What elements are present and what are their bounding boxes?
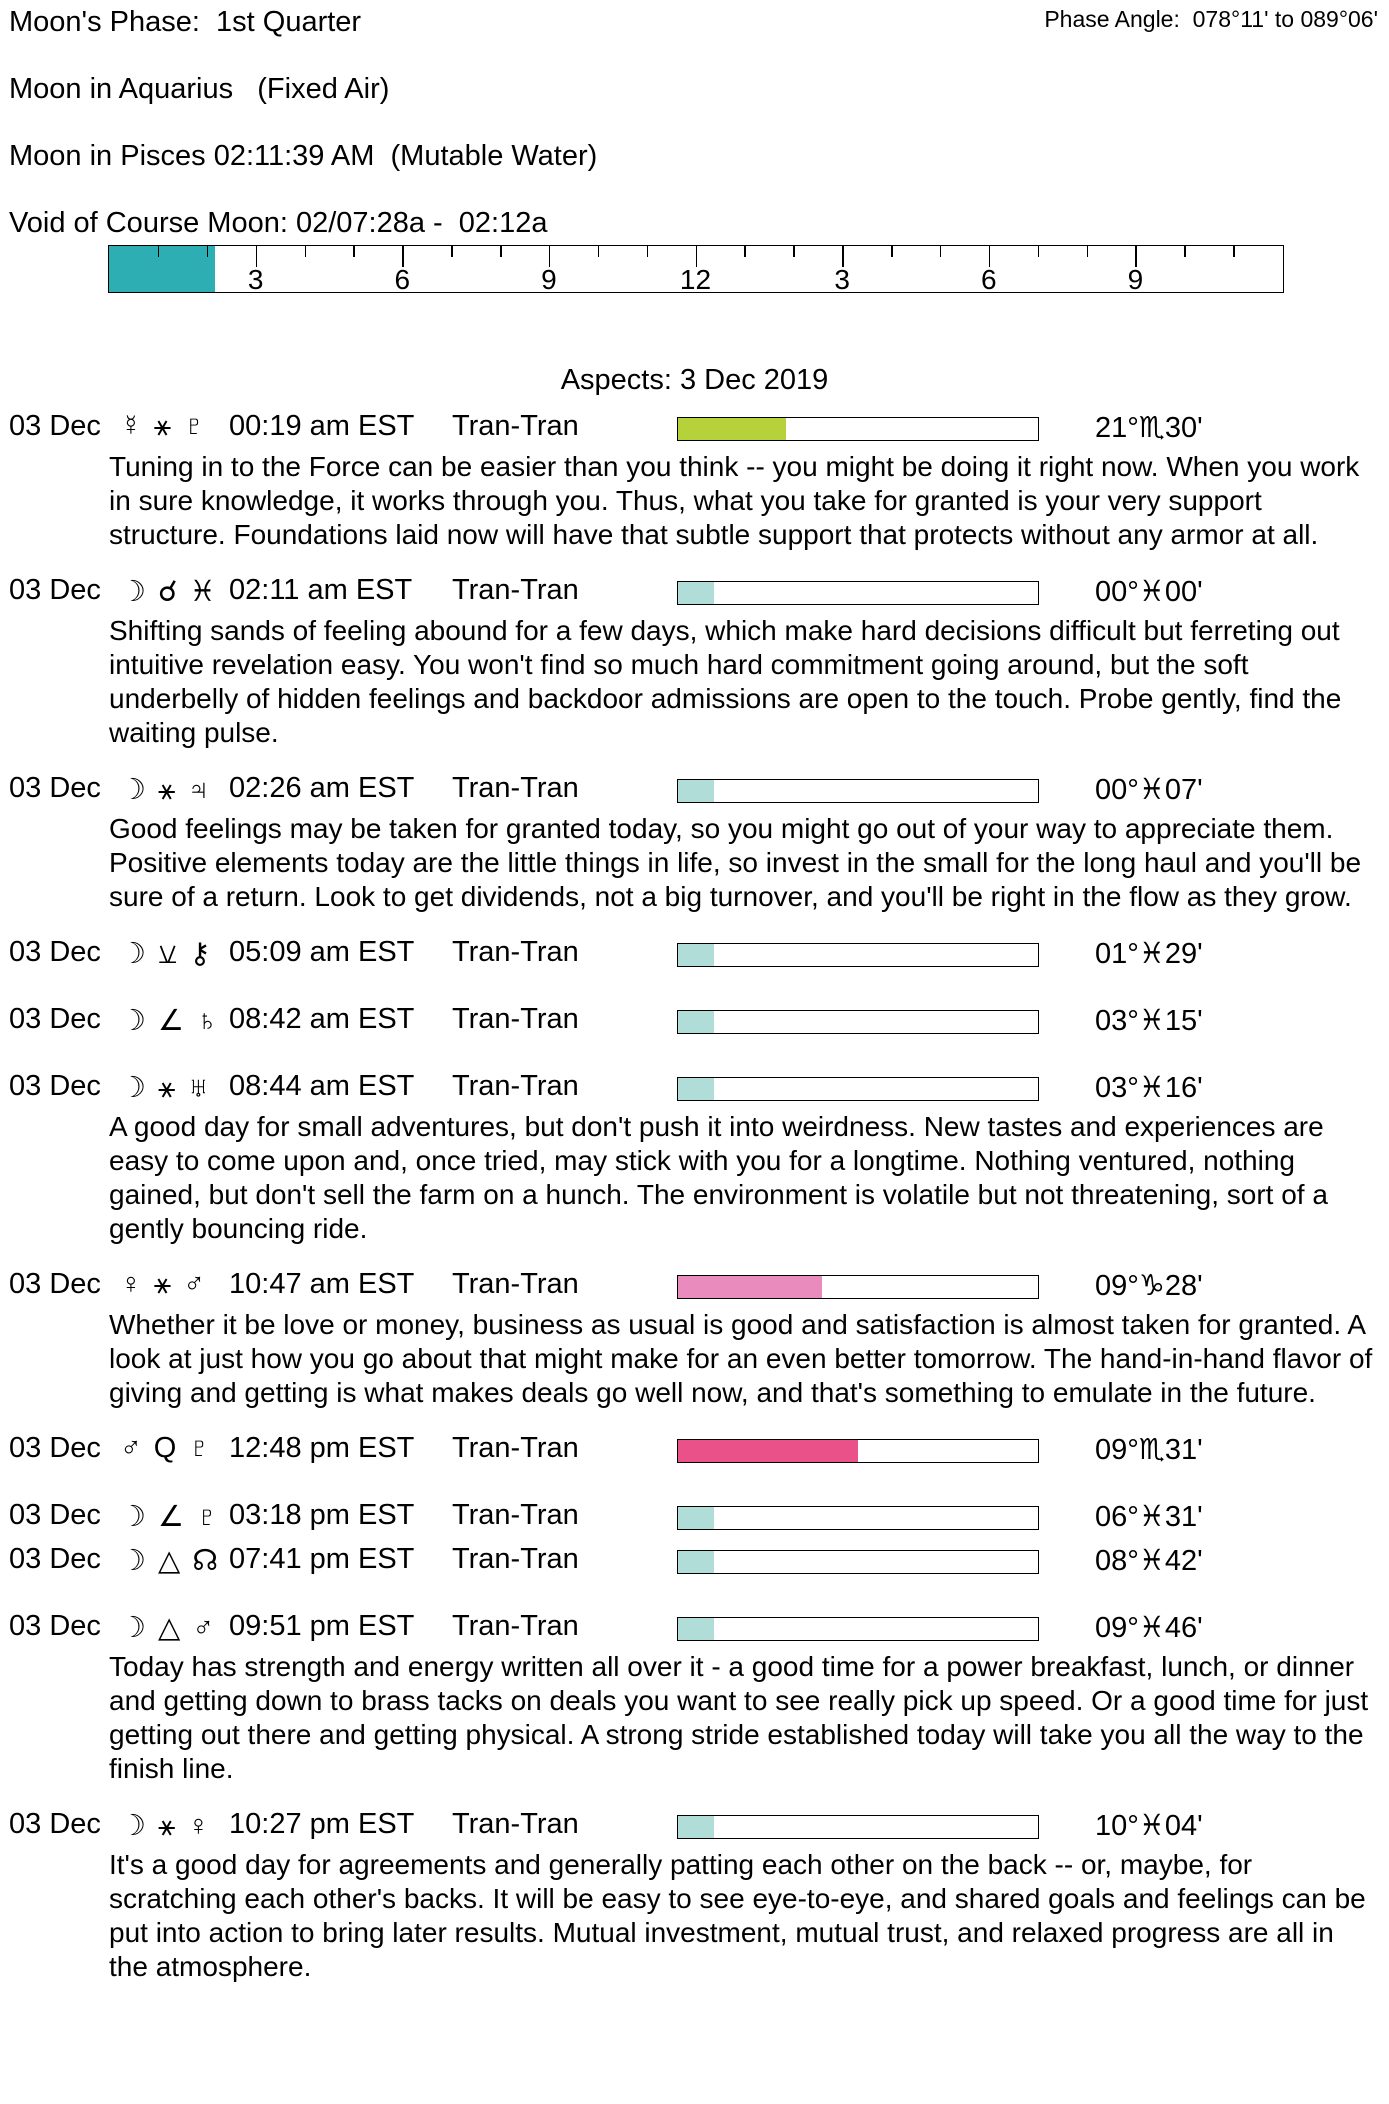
aspect-entry <box>0 772 1389 914</box>
aspect-row <box>0 1543 1389 1583</box>
timeline-hour-label: 12 <box>679 264 712 295</box>
aspect-glyphs: ☽ △ ☊ <box>120 1545 221 1577</box>
aspects-title: Aspects: 3 Dec 2019 <box>560 364 829 396</box>
aspect-interpretation: Whether it be love or money, business as usual is good and satisfaction is almost taken for granted. A look at just how you go about that might make for an even better tomorrow. The hand-in-hand flavor of giving and getting is what makes deals go well now, and that's something to emulate in the future. <box>109 1309 1373 1408</box>
aspect-time: 08:44 am EST <box>229 1070 415 1102</box>
aspect-strength-bar <box>677 779 1039 803</box>
timeline-tick <box>500 246 502 257</box>
aspect-time: 10:27 pm EST <box>229 1808 415 1840</box>
aspect-strength-bar <box>677 1550 1039 1574</box>
aspect-strength-fill <box>678 1816 714 1838</box>
aspect-time: 10:47 am EST <box>229 1268 415 1300</box>
timeline-tick <box>1184 246 1186 257</box>
aspect-strength-fill <box>678 1551 714 1573</box>
aspect-interpretation: It's a good day for agreements and generally patting each other on the back -- or, maybe, for scratching each other's backs. It will be easy to see eye-to-eye, and shared goals and feelings can be put into action to bring later results. Mutual investment, mutual trust, and relaxed progress are all in the atmosphere. <box>109 1849 1366 1982</box>
aspect-strength-bar <box>677 1815 1039 1839</box>
aspect-type: Tran-Tran <box>452 410 579 442</box>
aspect-entry <box>0 1610 1389 1786</box>
aspect-entry <box>0 1070 1389 1246</box>
aspect-date: 03 Dec <box>9 1543 101 1575</box>
aspect-glyphs: ☽ ⚺ ⚷ <box>120 938 213 970</box>
aspect-type: Tran-Tran <box>452 1003 579 1035</box>
aspect-type: Tran-Tran <box>452 1070 579 1102</box>
aspect-entry <box>0 936 1389 976</box>
void-period-fill <box>109 246 215 292</box>
timeline-hour-label: 3 <box>834 264 850 295</box>
aspect-date: 03 Dec <box>9 1003 101 1035</box>
aspect-row <box>0 1070 1389 1110</box>
aspect-entry <box>0 1003 1389 1043</box>
timeline-tick <box>1087 246 1089 257</box>
aspect-strength-fill <box>678 1440 858 1462</box>
timeline-tick <box>1038 246 1040 257</box>
aspect-interpretation: Today has strength and energy written all over it - a good time for a power breakfast, lunch, or dinner and getting down to brass tacks on deals you want to see really pick up speed. Or a good time for just getting out there and getting physical. A strong stride established today will take you all the way to the finish line. <box>109 1651 1369 1784</box>
aspect-row <box>0 1432 1389 1472</box>
aspect-date: 03 Dec <box>9 1808 101 1840</box>
aspect-time: 08:42 am EST <box>229 1003 415 1035</box>
timeline-hour-label: 6 <box>980 264 997 295</box>
aspect-strength-fill <box>678 1011 714 1033</box>
timeline-tick <box>305 246 307 257</box>
aspect-entry <box>0 410 1389 552</box>
aspect-position: 06°♓31' <box>1095 1501 1203 1533</box>
aspect-position: 09°♑28' <box>1095 1270 1203 1302</box>
aspect-position: 01°♓29' <box>1095 938 1203 970</box>
aspect-strength-fill <box>678 582 714 604</box>
aspect-date: 03 Dec <box>9 1268 101 1300</box>
timeline-tick <box>793 246 795 257</box>
aspect-date: 03 Dec <box>9 772 101 804</box>
aspect-time: 00:19 am EST <box>229 410 415 442</box>
aspect-strength-bar <box>677 1506 1039 1530</box>
aspect-entry <box>0 1499 1389 1539</box>
aspect-time: 07:41 pm EST <box>229 1543 415 1575</box>
timeline-tick <box>207 246 209 257</box>
aspect-type: Tran-Tran <box>452 574 579 606</box>
aspect-position: 00°♓07' <box>1095 774 1203 806</box>
aspect-glyphs: ☽ △ ♂ <box>120 1612 217 1644</box>
aspect-entry <box>0 1808 1389 1984</box>
aspect-strength-fill <box>678 418 786 440</box>
aspect-interpretation: Shifting sands of feeling abound for a few days, which make hard decisions difficult but ferreting out intuitive revelation easy. You won't find so much hard commitment going around, but the soft underbelly of hidden feelings and backdoor admissions are open to the touch. Probe gently, find the waiting pulse. <box>109 615 1342 748</box>
aspect-strength-bar <box>677 1617 1039 1641</box>
aspect-row <box>0 1003 1389 1043</box>
timeline-tick <box>353 246 355 257</box>
aspect-position: 21°♏30' <box>1095 412 1203 444</box>
aspect-row <box>0 772 1389 812</box>
aspect-strength-bar <box>677 1010 1039 1034</box>
aspect-glyphs: ☽ ⚹ ♀ <box>120 1810 212 1842</box>
aspect-row <box>0 1610 1389 1650</box>
aspect-position: 00°♓00' <box>1095 576 1203 608</box>
aspect-time: 09:51 pm EST <box>229 1610 415 1642</box>
aspect-time: 05:09 am EST <box>229 936 415 968</box>
aspect-type: Tran-Tran <box>452 772 579 804</box>
timeline-tick <box>647 246 649 257</box>
aspect-type: Tran-Tran <box>452 1499 579 1531</box>
aspect-time: 12:48 pm EST <box>229 1432 415 1464</box>
aspect-interpretation: A good day for small adventures, but don't push it into weirdness. New tastes and experiences are easy to come upon and, once tried, may stick with you for a longtime. Nothing ventured, nothing gained, but don't sell the farm on a hunch. The environment is volatile but not threatening, sort of a gently bouncing ride. <box>109 1111 1328 1244</box>
moon-sign: Moon in Aquarius (Fixed Air) <box>9 73 390 105</box>
aspect-strength-fill <box>678 1618 714 1640</box>
aspect-glyphs: ☽ ⚹ ♅ <box>120 1072 212 1104</box>
aspect-type: Tran-Tran <box>452 1268 579 1300</box>
aspect-type: Tran-Tran <box>452 1808 579 1840</box>
aspect-row <box>0 574 1389 614</box>
timeline-tick <box>940 246 942 257</box>
timeline-tick <box>744 246 746 257</box>
aspect-entry <box>0 1268 1389 1410</box>
aspect-entry <box>0 1432 1389 1472</box>
aspect-entry <box>0 1543 1389 1583</box>
aspect-row <box>0 936 1389 976</box>
timeline-tick <box>891 246 893 257</box>
aspect-list <box>0 410 1389 2006</box>
aspect-glyphs: ♂ Q ♇ <box>120 1432 213 1464</box>
timeline-hour-label: 9 <box>1127 264 1144 295</box>
aspect-strength-bar <box>677 1077 1039 1101</box>
aspect-entry <box>0 574 1389 750</box>
aspect-strength-fill <box>678 1078 714 1100</box>
moon-phase: Moon's Phase: 1st Quarter <box>9 6 362 38</box>
aspect-row <box>0 1268 1389 1308</box>
aspect-strength-bar <box>677 1275 1039 1299</box>
aspect-type: Tran-Tran <box>452 1543 579 1575</box>
void-timeline <box>108 245 1284 293</box>
aspect-date: 03 Dec <box>9 1432 101 1464</box>
moon-ingress: Moon in Pisces 02:11:39 AM (Mutable Water) <box>9 140 598 172</box>
timeline-hour-label: 9 <box>541 264 557 295</box>
aspect-date: 03 Dec <box>9 410 101 442</box>
aspect-position: 03°♓16' <box>1095 1072 1203 1104</box>
aspect-row <box>0 1808 1389 1848</box>
timeline-hour-label: 3 <box>247 264 264 295</box>
aspect-type: Tran-Tran <box>452 1432 579 1464</box>
aspect-strength-fill <box>678 780 714 802</box>
aspect-glyphs: ♀ ⚹ ♂ <box>120 1268 208 1300</box>
aspect-glyphs: ☽ ∠ ♇ <box>120 1501 220 1533</box>
aspect-position: 10°♓04' <box>1095 1810 1203 1842</box>
aspect-strength-bar <box>677 943 1039 967</box>
aspect-interpretation: Tuning in to the Force can be easier than you think -- you might be doing it right now. When you work in sure knowledge, it works through you. Thus, what you take for granted is your very support structure. Foundations laid now will have that subtle support that protects without any armor at all. <box>109 451 1360 550</box>
aspect-strength-fill <box>678 944 714 966</box>
aspect-position: 08°♓42' <box>1095 1545 1203 1577</box>
timeline-tick <box>158 246 160 257</box>
aspect-glyphs: ☽ ⚹ ♃ <box>120 774 212 806</box>
aspect-strength-bar <box>677 581 1039 605</box>
aspect-type: Tran-Tran <box>452 1610 579 1642</box>
phase-angle: Phase Angle: 078°11' to 089°06' <box>1044 6 1378 32</box>
aspect-position: 09°♓46' <box>1095 1612 1203 1644</box>
void-of-course: Void of Course Moon: 02/07:28a - 02:12a <box>9 207 548 239</box>
aspect-date: 03 Dec <box>9 1499 101 1531</box>
aspect-type: Tran-Tran <box>452 936 579 968</box>
aspect-row <box>0 1499 1389 1539</box>
aspect-row <box>0 410 1389 450</box>
aspect-date: 03 Dec <box>9 1610 101 1642</box>
aspect-position: 09°♏31' <box>1095 1434 1203 1466</box>
timeline-tick <box>1233 246 1235 257</box>
timeline-tick <box>598 246 600 257</box>
aspect-strength-fill <box>678 1276 822 1298</box>
aspect-strength-fill <box>678 1507 714 1529</box>
aspect-position: 03°♓15' <box>1095 1005 1203 1037</box>
aspect-glyphs: ☽ ∠ ♄ <box>120 1005 220 1037</box>
timeline-hour-label: 6 <box>394 264 411 295</box>
aspect-time: 03:18 pm EST <box>229 1499 415 1531</box>
aspect-time: 02:11 am EST <box>229 574 413 606</box>
aspect-strength-bar <box>677 1439 1039 1463</box>
aspect-time: 02:26 am EST <box>229 772 415 804</box>
aspect-glyphs: ☿ ⚹ ♇ <box>120 410 208 442</box>
aspect-glyphs: ☽ ☌ ♓ <box>120 576 218 608</box>
aspect-interpretation: Good feelings may be taken for granted today, so you might go out of your way to appreciate them. Positive elements today are the little things in life, so invest in the small for the long haul and you'll be sure of a return. Look to get dividends, not a big turnover, and you'll be right in the flow as they grow. <box>109 813 1362 912</box>
timeline-tick <box>451 246 453 257</box>
aspect-date: 03 Dec <box>9 936 101 968</box>
aspect-strength-bar <box>677 417 1039 441</box>
aspect-date: 03 Dec <box>9 1070 101 1102</box>
aspect-date: 03 Dec <box>9 574 101 606</box>
